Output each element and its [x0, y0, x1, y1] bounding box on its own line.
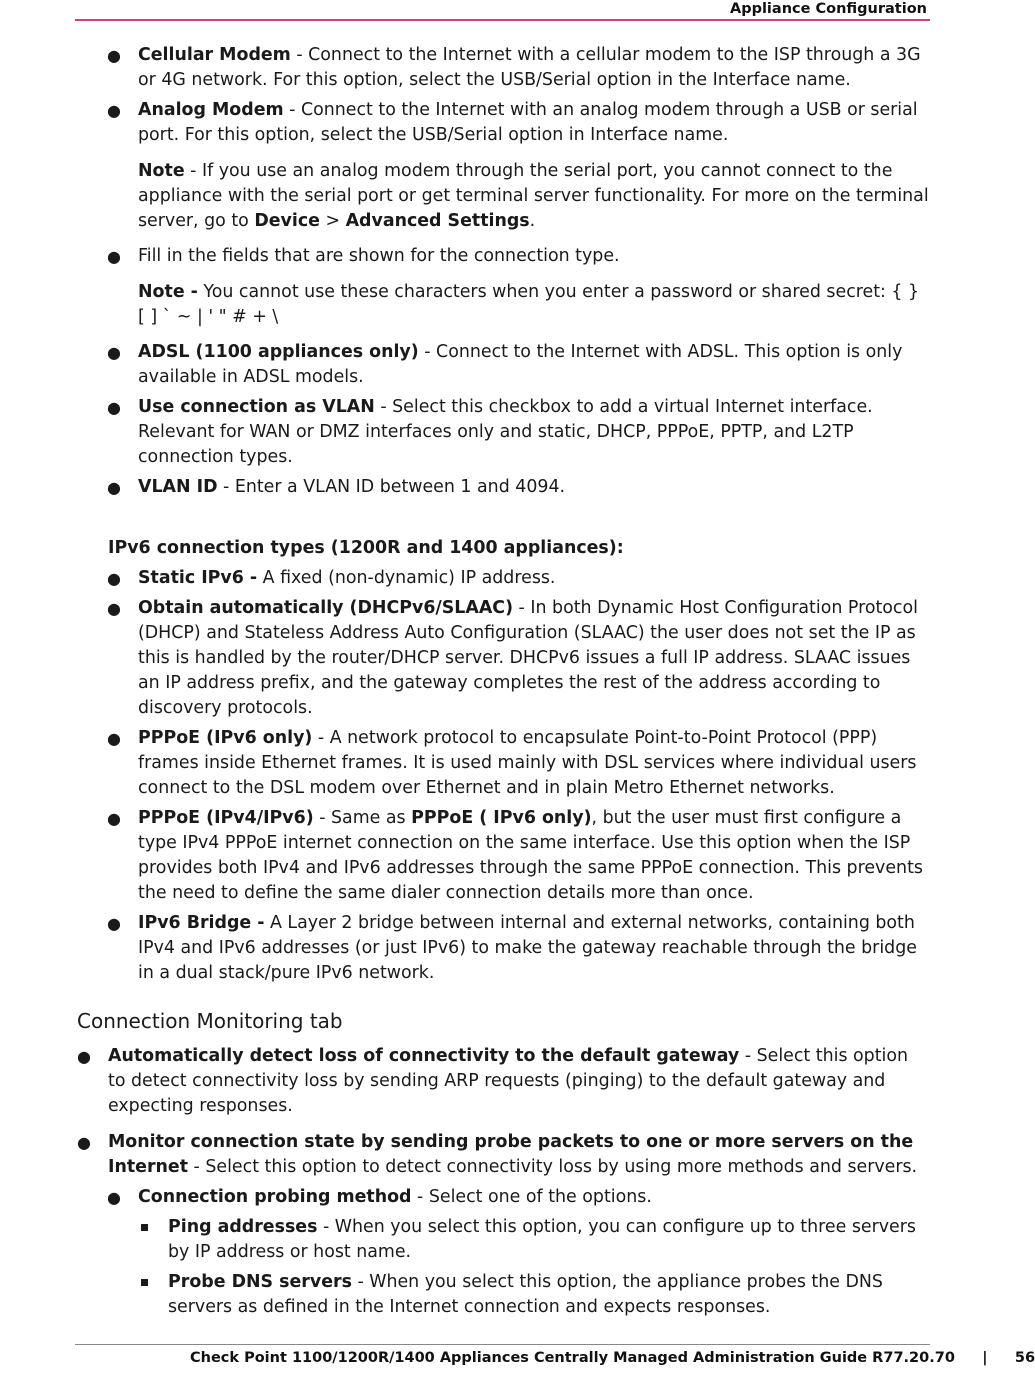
- list-item-adsl: [138, 340, 930, 390]
- list-item-vlan-id: [138, 475, 930, 500]
- description: Fill in the fields that are shown for the connection type.: [138, 246, 620, 266]
- square-bullet-icon: [141, 1224, 148, 1231]
- page-number: 56: [1014, 1350, 1035, 1366]
- bullet-icon: ●: [107, 343, 121, 362]
- reference-term: PPPoE ( IPv6 only): [411, 808, 592, 828]
- list-item-ping-addresses: [168, 1215, 930, 1265]
- bullet-icon: ●: [107, 247, 121, 266]
- list-item-probe-servers: [108, 1130, 930, 1180]
- description: - In both Dynamic Host Configuration Protocol (DHCP) and Stateless Address Auto Configuration (SLAAC) the user does not set the IP as this is handled by the router/DHCP server. DHCPv6 issues a full IP address. SLAAC issues an IP address prefix, and the gateway completes the rest of the address according to discovery protocols.: [138, 598, 918, 718]
- bullet-icon: ●: [107, 101, 121, 120]
- description: - A network protocol to encapsulate Point-to-Point Protocol (PPP) frames inside Ethernet frames. It is used mainly with DSL services where individual users connect to the DSL modem over Ethernet and in plain Metro Ethernet networks.: [138, 728, 917, 798]
- term: Ping addresses: [168, 1217, 318, 1237]
- list-item-auto-detect: [108, 1044, 930, 1119]
- term: IPv6 Bridge -: [138, 913, 265, 933]
- term: Automatically detect loss of connectivity to the default gateway: [108, 1046, 740, 1066]
- term: PPPoE (IPv6 only): [138, 728, 313, 748]
- bullet-icon: ●: [77, 1133, 91, 1152]
- footer: [190, 1349, 1035, 1367]
- bullet-icon: ●: [107, 809, 121, 828]
- term: PPPoE (IPv4/IPv6): [138, 808, 314, 828]
- description: - Same as: [313, 808, 412, 828]
- note-label: Note: [138, 161, 185, 181]
- footer-document-title: Check Point 1100/1200R/1400 Appliances Centrally Managed Administration Guide R77.20.70: [190, 1350, 955, 1366]
- bullet-icon: ●: [107, 1188, 121, 1207]
- term: Use connection as VLAN: [138, 397, 375, 417]
- section-title-connection-monitoring: Connection Monitoring tab: [77, 1009, 343, 1033]
- note-label: Note -: [138, 282, 198, 302]
- description: A fixed (non-dynamic) IP address.: [257, 568, 556, 588]
- bullet-icon: ●: [107, 46, 121, 65]
- footer-separator: |: [982, 1350, 988, 1366]
- term: Obtain automatically (DHCPv6/SLAAC): [138, 598, 514, 618]
- bullet-icon: ●: [107, 569, 121, 588]
- list-item-dhcpv6-slaac: [138, 596, 930, 721]
- square-bullet-icon: [141, 1279, 148, 1286]
- description: - Select this option to detect connectivity loss by sending ARP requests (pinging) to the default gateway and expecting responses.: [108, 1046, 909, 1116]
- list-item-pppoe-ipv4-ipv6: [138, 806, 930, 906]
- description: - When you select this option, you can configure up to three servers by IP address or host name.: [168, 1217, 916, 1262]
- header-rule: [75, 19, 930, 21]
- term: Cellular Modem: [138, 45, 291, 65]
- bullet-icon: ●: [107, 914, 121, 933]
- footer-rule: [75, 1344, 930, 1345]
- list-item-fill-fields: [138, 244, 930, 269]
- note-text: - If you use an analog modem through the serial port, you cannot connect to the appliance with the serial port or get terminal server functionality. For more on the terminal server, go to: [138, 161, 929, 231]
- description: - Select this checkbox to add a virtual Internet interface. Relevant for WAN or DMZ interfaces only and static, DHCP, PPPoE, PPTP, and L2TP connection types.: [138, 397, 873, 467]
- bullet-icon: ●: [107, 478, 121, 497]
- term: Static IPv6 -: [138, 568, 258, 588]
- term: Monitor connection state by sending probe packets to one or more servers on the Internet: [108, 1132, 914, 1177]
- description: - Connect to the Internet with an analog modem through a USB or serial port. For this option, select the USB/Serial option in Interface name.: [138, 100, 918, 145]
- note-password-characters: [138, 280, 930, 330]
- list-item-probe-dns: [168, 1270, 930, 1320]
- bullet-icon: ●: [107, 729, 121, 748]
- description: - Connect to the Internet with ADSL. This option is only available in ADSL models.: [138, 342, 903, 387]
- term: ADSL (1100 appliances only): [138, 342, 419, 362]
- description: - Select one of the options.: [411, 1187, 652, 1207]
- list-item-ipv6-bridge: [138, 911, 930, 986]
- list-item-cellular-modem: [138, 43, 930, 93]
- list-item-static-ipv6: [138, 566, 930, 591]
- note-text: You cannot use these characters when you enter a password or shared secret: { } [ ] ` ~ | ' " # + \: [138, 282, 920, 327]
- list-item-analog-modem: [138, 98, 930, 148]
- description: - When you select this option, the appliance probes the DNS servers as defined in the Internet connection and expects responses.: [168, 1272, 883, 1317]
- term: VLAN ID: [138, 477, 218, 497]
- header-title: Appliance Configuration: [729, 1, 927, 17]
- period: .: [529, 211, 536, 231]
- term: Connection probing method: [138, 1187, 412, 1207]
- description-continued: , but the user must first configure a type IPv4 PPPoE internet connection on the same interface. Use this option when the ISP provides both IPv4 and IPv6 addresses through the same PPPoE connection. This prevents the need to define the same dialer connection details more than once.: [138, 808, 923, 903]
- menu-path-advanced-settings: Advanced Settings: [345, 211, 530, 231]
- bullet-icon: ●: [107, 398, 121, 417]
- menu-path-device: Device: [254, 211, 320, 231]
- term: Analog Modem: [138, 100, 284, 120]
- ipv6-heading: IPv6 connection types (1200R and 1400 appliances):: [108, 538, 624, 558]
- description: - Connect to the Internet with a cellular modem to the ISP through a 3G or 4G network. For this option, select the USB/Serial option in the Interface name.: [138, 45, 921, 90]
- description: - Enter a VLAN ID between 1 and 4094.: [217, 477, 566, 497]
- description: - Select this option to detect connectivity loss by using more methods and servers.: [188, 1157, 918, 1177]
- menu-path-separator: >: [319, 211, 346, 231]
- list-item-vlan-use: [138, 395, 930, 470]
- list-item-pppoe-ipv6: [138, 726, 930, 801]
- note-analog-modem: [138, 159, 930, 234]
- term: Probe DNS servers: [168, 1272, 352, 1292]
- list-item-probing-method: [138, 1185, 930, 1210]
- bullet-icon: ●: [107, 599, 121, 618]
- description: A Layer 2 bridge between internal and external networks, containing both IPv4 and IPv6 addresses (or just IPv6) to make the gateway reachable through the bridge in a dual stack/pure IPv6 network.: [138, 913, 917, 983]
- bullet-icon: ●: [77, 1047, 91, 1066]
